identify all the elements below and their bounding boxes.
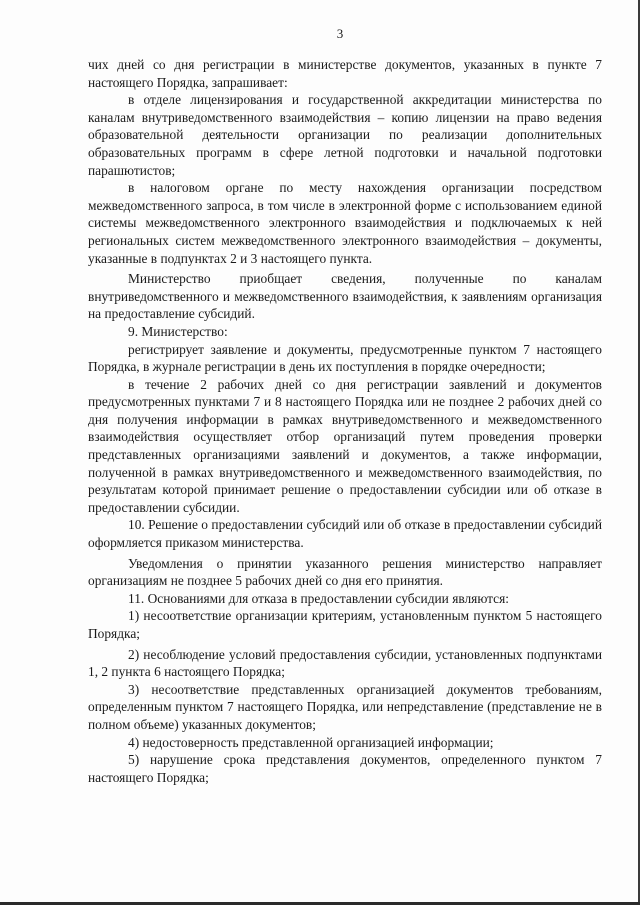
refusal-reason-5: 5) нарушение срока представления документов, определенного пунктом 7 настоящего Порядка; xyxy=(88,752,602,785)
refusal-reason-1: 1) несоответствие организации критериям, установленным пунктом 5 настоящего Порядка; xyxy=(88,608,602,641)
paragraph-licensing-request: в отделе лицензирования и государственной аккредитации министерства по каналам внутриведомственного взаимодействия – копию лицензии на право ведения образовательной деятельности организации по реализации дополнительных образовательных программ в сфере летной подготовки и начальной подготовки парашютистов; xyxy=(88,92,602,178)
refusal-reason-4: 4) недостоверность представленной организацией информации; xyxy=(128,734,494,750)
paragraph-selection: в течение 2 рабочих дней со дня регистрации заявлений и документов предусмотренных пунктами 7 и 8 настоящего Порядка или не позднее 2 рабочих дней со дня получения информации в рамках внутриведомственного и межведомственного взаимодействия осуществляет отбор организаций путем проведения проверки представленных организациями заявлений и документов, а также информации, полученной в рамках внутриведомственного и межведомственного взаимодействия, по результатам которой принимает решение о предоставлении субсидии или об отказе в предоставлении субсидии. xyxy=(88,376,602,515)
paragraph-continuation: чих дней со дня регистрации в министерстве документов, указанных в пункте 7 настоящего Порядка, запрашивает: xyxy=(88,57,602,90)
paragraph-registration: регистрирует заявление и документы, предусмотренные пунктом 7 настоящего Порядка, в журнале регистрации в день их поступления в порядке очередности; xyxy=(88,341,602,375)
refusal-reason-3: 3) несоответствие представленных организацией документов требованиям, определенным пунктом 7 настоящего Порядка, или непредставление (представление не в полном объеме) указанных документов; xyxy=(88,681,602,732)
clause-11-heading: 11. Основаниями для отказа в предоставлении субсидии являются: xyxy=(128,590,510,606)
page-number: 3 xyxy=(336,26,344,41)
paragraph-notification: Уведомления о принятии указанного решения министерство направляет организациям не позднее 5 рабочих дней со дня его принятия. xyxy=(88,555,602,589)
paragraph-tax-request: в налоговом органе по месту нахождения организации посредством межведомственного запроса, в том числе в электронной форме с использованием единой системы межведомственного электронного взаимодействия и подключаемых к ней региональных систем межведомственного электронного взаимодействия – документы, указанные в подпунктах 2 и 3 настоящего пункта. xyxy=(88,180,602,266)
document-body xyxy=(88,56,602,786)
clause-10: 10. Решение о предоставлении субсидий или об отказе в предоставлении субсидий оформляется приказом министерства. xyxy=(88,517,602,551)
refusal-reason-2: 2) несоблюдение условий предоставления субсидии, установленных подпунктами 1, 2 пункта 6 настоящего Порядка; xyxy=(88,646,602,680)
paragraph-attach-info: Министерство приобщает сведения, полученные по каналам внутриведомственного и межведомственного взаимодействия, к заявлениям организация на предоставление субсидий. xyxy=(88,271,602,322)
clause-9-heading: 9. Министерство: xyxy=(128,323,228,339)
